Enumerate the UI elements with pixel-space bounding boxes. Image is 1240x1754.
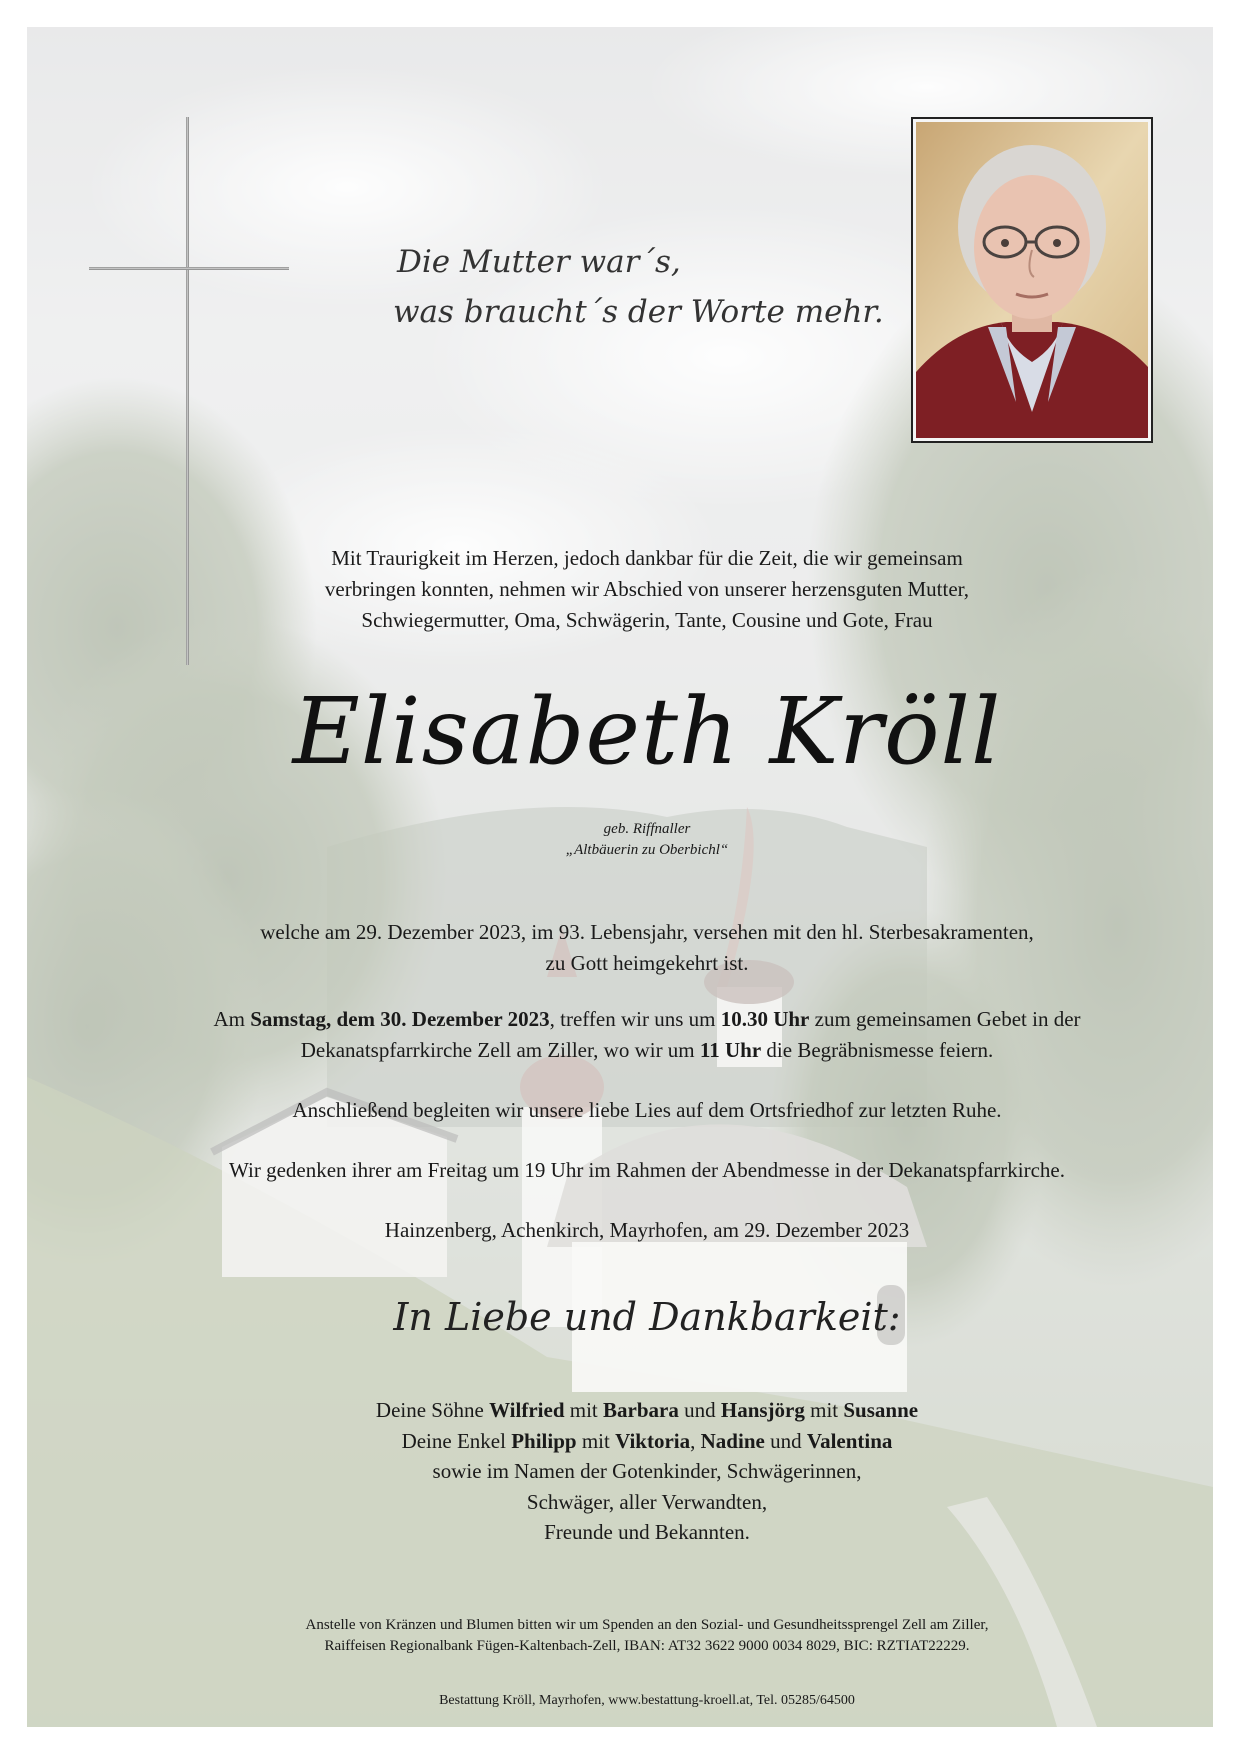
portrait-image	[916, 122, 1148, 438]
mourners-line-5: Freunde und Bekannten.	[544, 1520, 750, 1544]
mourners-list	[87, 1395, 1207, 1548]
burial-info: Anschließend begleiten wir unsere liebe Lies auf dem Ortsfriedhof zur letzten Ruhe.	[292, 1098, 1002, 1122]
mass-time: 11 Uhr	[699, 1038, 762, 1062]
intro-line-2: verbringen konnten, nehmen wir Abschied von unserer herzensguten Mutter,	[324, 577, 970, 601]
maiden-name: geb. Riffnaller	[603, 821, 691, 837]
parte-card	[27, 27, 1213, 1727]
cross-icon-bar	[89, 267, 289, 270]
motto-line-1: Die Mutter war´s,	[397, 244, 681, 280]
motto-quote	[393, 237, 884, 337]
mourners-line-3: sowie im Namen der Gotenkinder, Schwägerinnen,	[432, 1459, 862, 1483]
motto-line-2: was braucht´s der Worte mehr.	[393, 294, 884, 330]
service-line-2: Dekanatspfarrkirche Zell am Ziller, wo wir um 11 Uhr die Begräbnismesse feiern.	[300, 1038, 994, 1062]
closing-phrase: In Liebe und Dankbarkeit:	[393, 1295, 901, 1339]
donation-line-1: Anstelle von Kränzen und Blumen bitten wir um Spenden an den Sozial- und Gesundheitssprengel Zell am Ziller,	[305, 1617, 989, 1633]
donation-note	[87, 1615, 1207, 1657]
death-notice	[87, 917, 1207, 979]
place-date: Hainzenberg, Achenkirch, Mayrhofen, am 29. Dezember 2023	[384, 1218, 910, 1242]
portrait-photo	[911, 117, 1153, 443]
death-line-1: welche am 29. Dezember 2023, im 93. Lebensjahr, versehen mit den hl. Sterbesakramenten,	[260, 920, 1034, 944]
intro-line-1: Mit Traurigkeit im Herzen, jedoch dankbar für die Zeit, die wir gemeinsam	[331, 546, 963, 570]
service-line-1: Am Samstag, dem 30. Dezember 2023, treffen wir uns um 10.30 Uhr zum gemeinsamen Gebet in der	[213, 1007, 1081, 1031]
service-date: Samstag, dem 30. Dezember 2023	[250, 1007, 550, 1031]
service-info	[87, 1004, 1207, 1066]
donation-line-2: Raiffeisen Regionalbank Fügen-Kaltenbach-Zell, IBAN: AT32 3622 9000 0034 8029, BIC: RZTIAT22229.	[324, 1638, 970, 1654]
intro-text	[87, 543, 1207, 636]
funeral-home-footer: Bestattung Kröll, Mayrhofen, www.bestattung-kroell.at, Tel. 05285/64500	[439, 1693, 855, 1708]
memorial-info: Wir gedenken ihrer am Freitag um 19 Uhr im Rahmen der Abendmesse in der Dekanatspfarrkirche.	[229, 1158, 1065, 1182]
intro-line-3: Schwiegermutter, Oma, Schwägerin, Tante, Cousine und Gote, Frau	[361, 608, 933, 632]
farm-title: „Altbäuerin zu Oberbichl“	[565, 842, 729, 858]
prayer-time: 10.30 Uhr	[720, 1007, 810, 1031]
mourners-grandchildren: Deine Enkel Philipp mit Viktoria, Nadine und Valentina	[401, 1428, 893, 1453]
deceased-name: Elisabeth Kröll	[292, 678, 1002, 785]
mourners-sons: Deine Söhne Wilfried mit Barbara und Hansjörg mit Susanne	[375, 1398, 919, 1422]
death-line-2: zu Gott heimgekehrt ist.	[545, 951, 749, 975]
birth-info	[87, 819, 1207, 861]
mourners-line-4: Schwäger, aller Verwandten,	[526, 1489, 768, 1514]
